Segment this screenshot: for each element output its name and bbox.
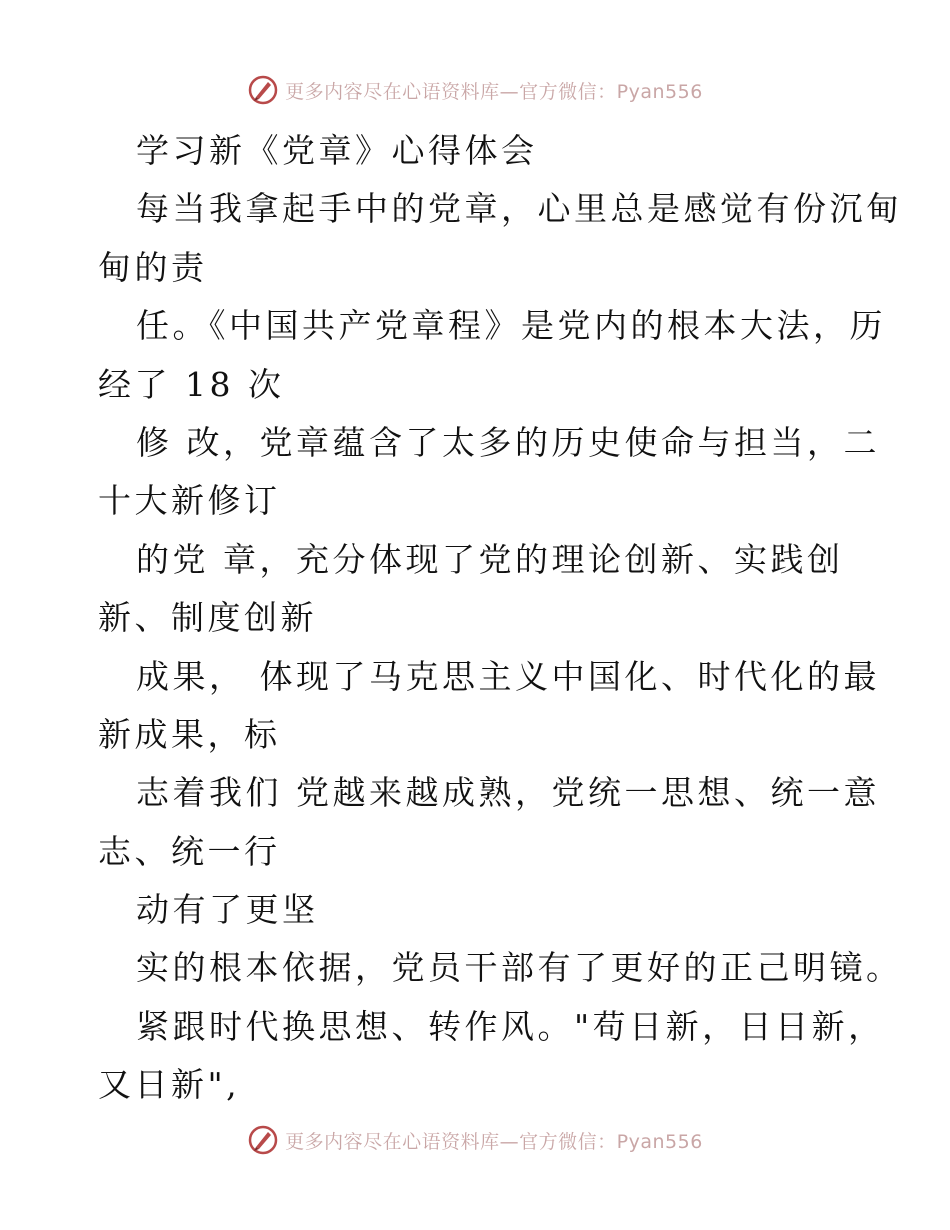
text-line: 甸的责 [98,247,208,287]
text-line: 每当我拿起手中的党章，心里总是感觉有份沉甸 [136,189,903,229]
header-watermark-banner [0,70,950,110]
text-line: 紧跟时代换思想、转作风。"苟日新，日日新， [136,1006,885,1046]
text-line: 动有了更坚 [136,890,319,930]
watermark-text: 更多内容尽在心语资料库—官方微信：Pyan556 [285,1130,703,1153]
text-line: 十大新修订 [98,481,281,521]
text-line: 又日新", [98,1065,241,1105]
document-body [98,122,903,1115]
text-line: 修 改，党章蕴含了太多的历史使命与担当，二 [136,422,880,462]
pen-logo-icon [247,1124,279,1156]
text-line: 志着我们 党越来越成熟，党统一思想、统一意 [136,773,880,813]
watermark-text: 更多内容尽在心语资料库—官方微信：Pyan556 [285,80,703,103]
text-line: 成果， 体现了马克思主义中国化、时代化的最 [136,656,880,696]
text-line: 志、统一行 [98,831,281,871]
text-line: 新、制度创新 [98,598,317,638]
text-line: 新成果，标 [98,714,281,754]
text-line: 任。《中国共产党章程》是党内的根本大法，历 [136,306,886,346]
text-line: 经了 18 次 [98,364,285,404]
footer-watermark-banner [0,1120,950,1160]
text-line: 的党 章，充分体现了党的理论创新、实践创 [136,539,844,579]
pen-logo-icon [247,74,279,106]
text-line: 实的根本依据，党员干部有了更好的正己明镜。 [136,948,903,988]
document-title: 学习新《党章》心得体会 [136,131,538,170]
